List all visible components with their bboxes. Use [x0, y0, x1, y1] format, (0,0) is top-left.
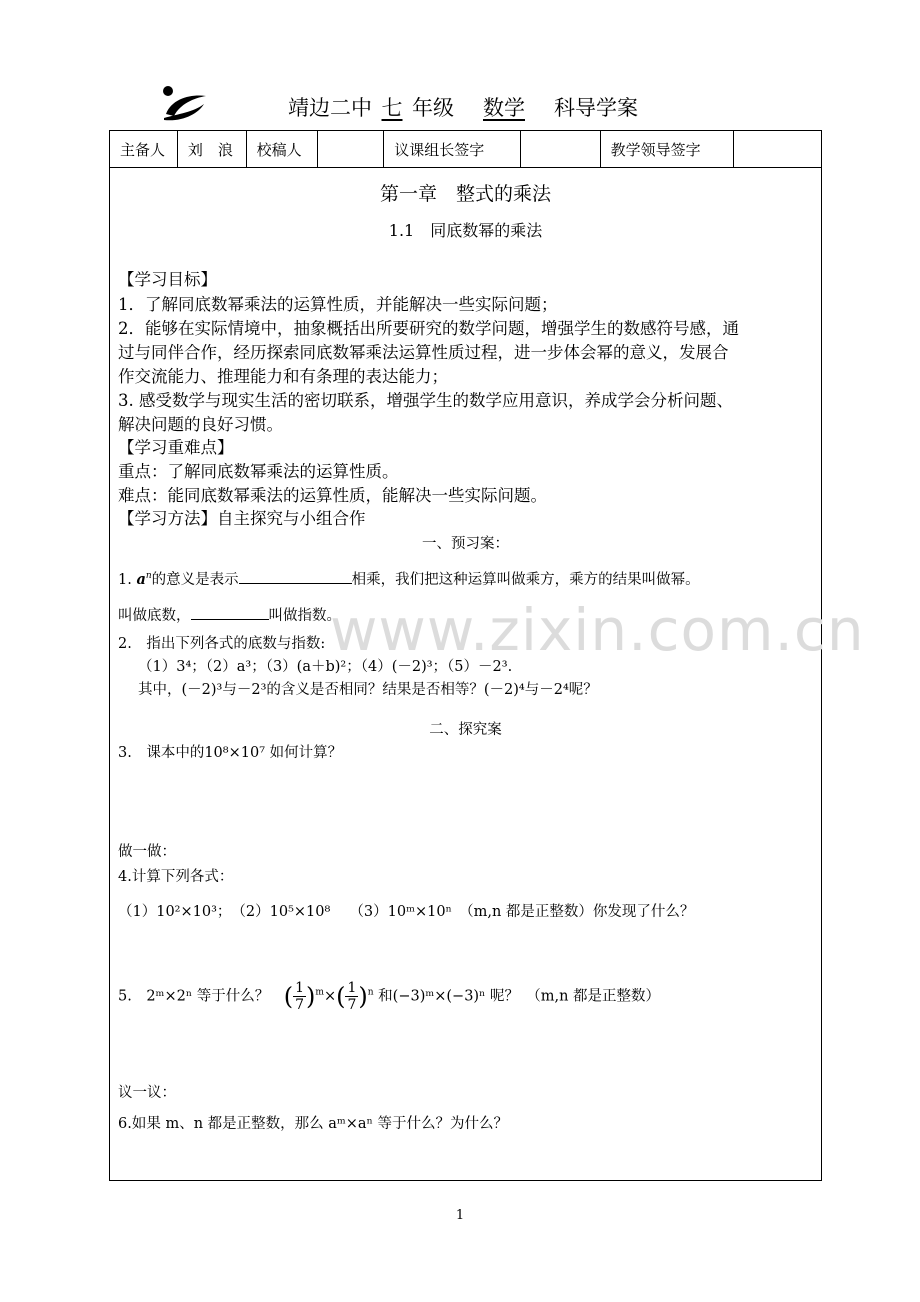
goal-line: 解决问题的良好习惯。 [118, 415, 283, 434]
school-title [288, 92, 638, 122]
section-title: 1.1 同底数幂的乘法 [388, 221, 543, 240]
preparer-name: 刘 浪 [178, 131, 247, 167]
goals-heading: 【学习目标】 [118, 270, 217, 289]
watermark: www.zixin.com.cn [330, 596, 865, 664]
discuss-label: 议一议： [118, 1085, 176, 1101]
admin-sign-label: 教学领导签字 [601, 131, 735, 167]
doc-type: 科导学案 [554, 96, 638, 120]
goal-line: 过与同伴合作，经历探索同底数幂乘法运算性质过程，进一步体会幂的意义，发展合 [118, 343, 729, 362]
fraction-one-seventh: $\frac{1}{7}$ [295, 980, 305, 1013]
grade-suffix: 年级 [412, 96, 454, 120]
content-cell [110, 168, 821, 1181]
goal-line: 3. 感受数学与现实生活的密切联系，增强学生的数学应用意识，养成学会分析问题、 [118, 391, 733, 410]
page-number: 1 [455, 1208, 465, 1223]
preview-q1-line2: 叫做底数， 叫做指数。 [118, 608, 341, 624]
preview-q2-question: 其中，(－2)³与－2³的含义是否相同？结果是否相等？(－2)⁴与－2⁴呢？ [138, 682, 598, 698]
leader-sign-label: 议课组长签字 [384, 131, 521, 167]
chapter-title: 第一章 整式的乘法 [379, 183, 551, 205]
explore-heading: 二、探究案 [429, 722, 502, 738]
difficulty-text: 难点：能同底数幂乘法的运算性质，能解决一些实际问题。 [118, 486, 547, 505]
explore-q3: 3. 课本中的10⁸×10⁷ 如何计算？ [118, 745, 343, 761]
reviewer-label: 校稿人 [247, 131, 319, 167]
explore-q4: 4.计算下列各式： [118, 869, 234, 885]
goal-line: 2．能够在实际情境中，抽象概括出所要研究的数学问题，增强学生的数感符号感，通 [118, 319, 739, 338]
reviewer-value[interactable] [318, 131, 384, 167]
leader-sign-value[interactable] [521, 131, 601, 167]
explore-q6: 6.如果 m、n 都是正整数，那么 aᵐ×aⁿ 等于什么？为什么？ [118, 1116, 508, 1132]
q1-blank-2[interactable] [191, 618, 269, 620]
grade-field: 七 [381, 96, 403, 120]
preview-q2: 2. 指出下列各式的底数与指数: [118, 636, 326, 652]
explore-q5: 5. 2ᵐ×2ⁿ 等于什么？ ( $\frac{1}{7}$ )$^m$×( $\frac{1}{7}$ )$^n$ 和(−3)ᵐ×(−3)ⁿ 呢？ （m,n 都是正整数） [118, 980, 661, 1013]
focus-text: 重点：了解同底数幂乘法的运算性质。 [118, 462, 399, 481]
preview-q2-items: （1）3⁴；（2）a³；（3）(a＋b)²；（4）(－2)³；（5）－2³. [138, 659, 513, 675]
preview-heading: 一、预习案： [422, 536, 509, 552]
key-points-heading: 【学习重难点】 [118, 438, 234, 457]
goal-line: 1．了解同底数幂乘法的运算性质，并能解决一些实际问题； [118, 295, 558, 314]
q1-blank-1[interactable] [239, 582, 352, 584]
admin-sign-value[interactable] [734, 131, 821, 167]
explore-q4-items: （1）10²×10³； （2）10⁵×10⁸ （3）10ᵐ×10ⁿ （m,n 都是正整数）你发现了什么？ [118, 904, 695, 920]
preview-q1: 1. $a^n$的意义是表示 相乘，我们把这种运算叫做乘方，乘方的结果叫做幂。 [118, 571, 700, 588]
subject-field: 数学 [483, 96, 525, 120]
fraction-one-seventh: $\frac{1}{7}$ [347, 980, 357, 1013]
school-logo-icon [158, 84, 208, 124]
try-label: 做一做： [118, 844, 176, 860]
preparer-label: 主备人 [110, 131, 178, 167]
info-row [110, 131, 821, 168]
method-text: 【学习方法】自主探究与小组合作 [118, 509, 366, 528]
school-name: 靖边二中 [288, 96, 372, 120]
goal-line: 作交流能力、推理能力和有条理的表达能力； [118, 367, 448, 386]
